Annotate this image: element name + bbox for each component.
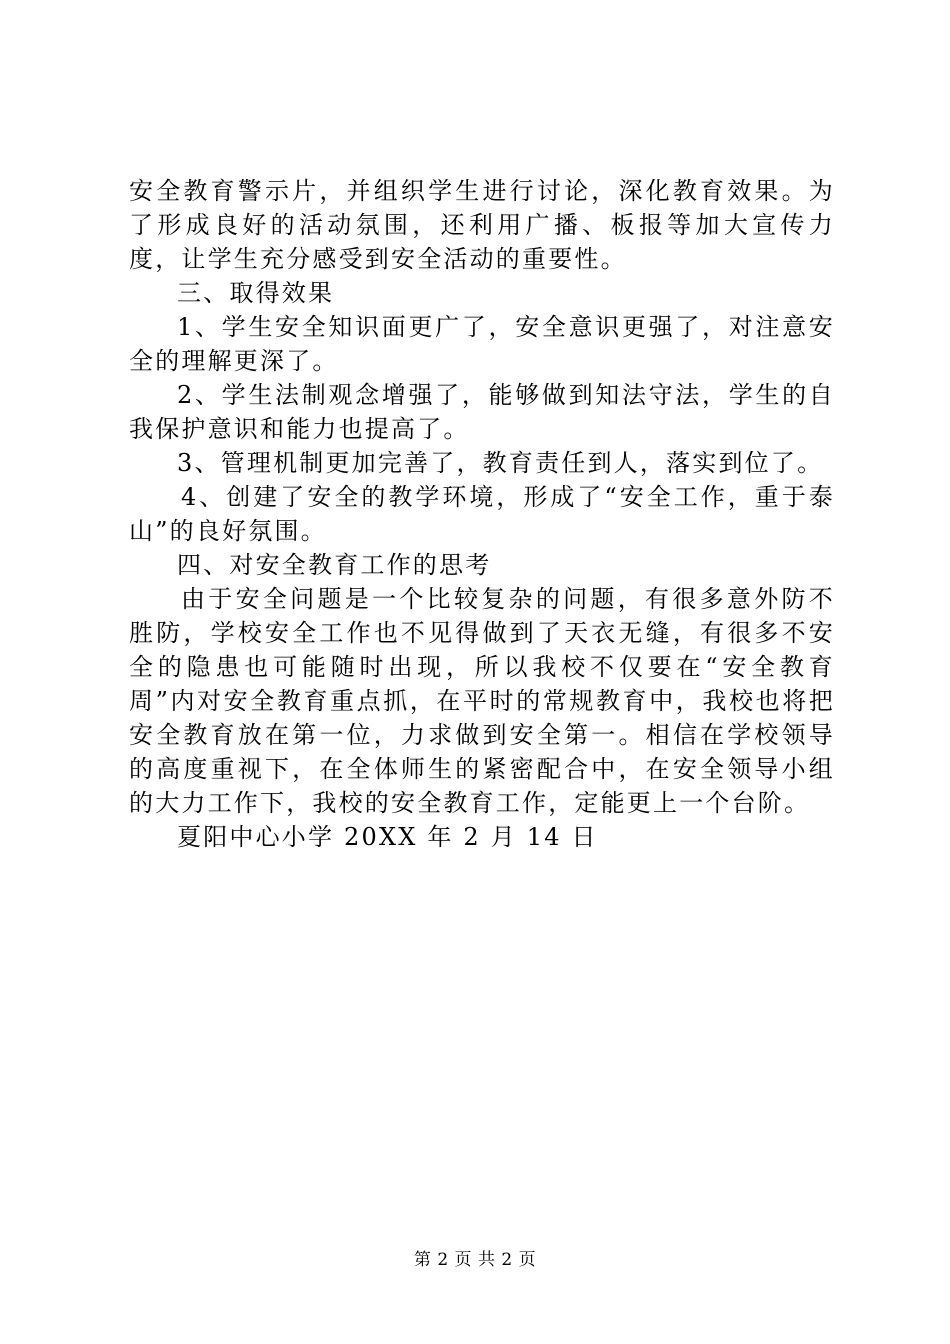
section-heading-reflection: 四、对安全教育工作的思考 (177, 551, 492, 579)
paragraph-reflection: 由于安全问题是一个比较复杂的问题，有很多意外防不胜防，学校安全工作也不见得做到了天衣无缝，有很多不安全的隐患也可能随时出现，所以我校不仅要在“安全教育周”内对安全教育重点抓，在平时的常规教育中，我校也将把安全教育放在第一位，力求做到安全第一。相信在学校领导的高度重视下，在全体师生的紧密配合中，在安全领导小组的大力工作下，我校的安全教育工作，定能更上一个台阶。 (129, 585, 835, 817)
section-heading-results: 三、取得效果 (177, 279, 335, 307)
page-number-footer: 第 2 页 共 2 页 (413, 1250, 537, 1270)
list-item-result-1: 1、学生安全知识面更广了，安全意识更强了，对注意安全的理解更深了。 (129, 313, 835, 375)
document-body (129, 174, 835, 854)
list-item-result-4: 4、创建了安全的教学环境，形成了“安全工作，重于泰山”的良好氛围。 (129, 483, 835, 545)
paragraph-continuation: 安全教育警示片，并组织学生进行讨论，深化教育效果。为了形成良好的活动氛围，还利用广播、板报等加大宣传力度，让学生充分感受到安全活动的重要性。 (129, 177, 835, 273)
signature-date-line: 夏阳中心小学 20XX 年 2 月 14 日 (177, 823, 598, 851)
list-item-result-2: 2、学生法制观念增强了，能够做到知法守法，学生的自我保护意识和能力也提高了。 (129, 381, 835, 443)
list-item-result-3: 3、管理机制更加完善了，教育责任到人，落实到位了。 (177, 449, 824, 477)
